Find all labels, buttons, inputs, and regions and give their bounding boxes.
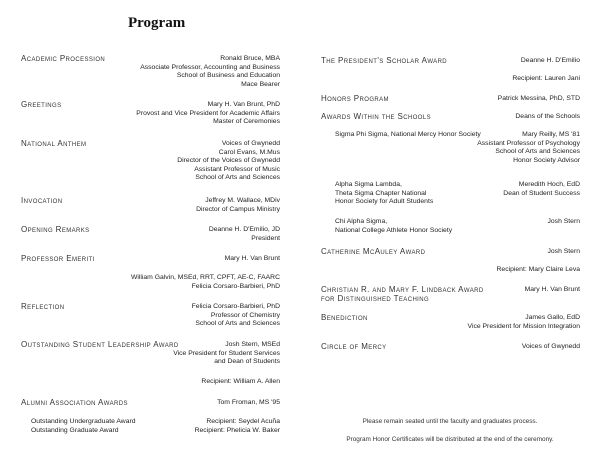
section-detail: Deanne H. D'Emilio — [520, 57, 580, 64]
honor-society-name: Sigma Phi Sigma, National Mercy Honor Society — [335, 131, 481, 138]
award-name: Outstanding Undergraduate Award — [31, 418, 136, 425]
section-detail: Mary H. Van Brunt, PhD Provost and Vice President for Academic Affairs Master of Ceremonies — [136, 101, 280, 126]
section-head: Benediction — [321, 313, 368, 322]
honor-society-name: Chi Alpha Sigma, National College Athlete Honor Society — [335, 218, 453, 234]
recipient-line: Recipient: Mary Claire Leva — [496, 266, 580, 273]
section-head: Christian R. and Mary F. Lindback Award — [321, 285, 484, 294]
honor-society-name: Alpha Sigma Lambda, Theta Sigma Chapter National Honor Society for Adult Students — [335, 181, 434, 206]
section-head: Professor Emeriti — [21, 254, 95, 263]
section-head: Awards Within the Schools — [321, 112, 432, 121]
section-detail: Tom Froman, MS '95 — [217, 399, 280, 406]
section-head: Invocation — [21, 196, 63, 205]
recipient-line: Recipient: Lauren Jani — [512, 75, 580, 82]
recipient-line: Recipient: Phelicia W. Baker — [194, 427, 280, 434]
section-head: National Anthem — [21, 139, 87, 148]
footer-note: Program Honor Certificates will be distributed at the end of the ceremony. — [346, 436, 554, 443]
section-detail: Mary H. Van Brunt — [524, 286, 580, 293]
section-head: for Distinguished Teaching — [321, 294, 430, 303]
section-detail: James Gallo, EdD Vice President for Mission Integration — [467, 314, 580, 330]
section-detail: Felicia Corsaro-Barbieri, PhD Professor of Chemistry School of Arts and Sciences — [191, 303, 280, 328]
section-detail: William Galvin, MSEd, RRT, CPFT, AE-C, FAARC Felicia Corsaro-Barbieri, PhD — [130, 274, 280, 290]
section-head: Honors Program — [321, 94, 389, 103]
section-head: Catherine McAuley Award — [321, 247, 426, 256]
section-head: Reflection — [21, 302, 65, 311]
section-detail: Deans of the Schools — [515, 113, 580, 120]
footer-note: Please remain seated until the faculty and graduates process. — [362, 418, 538, 425]
section-detail: Mary H. Van Brunt — [224, 255, 280, 262]
section-detail: Josh Stern — [547, 218, 580, 225]
section-detail: Patrick Messina, PhD, STD — [497, 95, 580, 102]
section-detail: Jeffrey M. Wallace, MDiv Director of Campus Ministry — [196, 197, 280, 213]
section-head: The President's Scholar Award — [321, 56, 448, 65]
section-head: Outstanding Student Leadership Award — [21, 340, 179, 349]
section-detail: Meredith Hoch, EdD Dean of Student Success — [503, 181, 580, 197]
section-detail: Josh Stern, MSEd Vice President for Student Services and Dean of Students — [173, 341, 280, 366]
recipient-line: Recipient: William A. Allen — [201, 378, 280, 385]
section-detail: Mary Reilly, MS '81 Assistant Professor of Psychology School of Arts and Sciences Honor Society Advisor — [477, 131, 580, 164]
section-detail: Voices of Gwynedd Carol Evans, M.Mus Director of the Voices of Gwynedd Assistant Professor of Music School of Arts and Sciences — [177, 140, 280, 182]
section-head: Greetings — [21, 100, 62, 109]
section-head: Academic Procession — [21, 54, 106, 63]
section-head: Opening Remarks — [21, 225, 90, 234]
section-head: Alumni Association Awards — [21, 398, 128, 407]
recipient-line: Recipient: Seydel Acuña — [206, 418, 280, 425]
award-name: Outstanding Graduate Award — [31, 427, 119, 434]
section-detail: Josh Stern — [547, 248, 580, 255]
section-detail: Voices of Gwynedd — [521, 343, 580, 350]
section-detail: Ronald Bruce, MBA Associate Professor, Accounting and Business School of Business and Education Mace Bearer — [140, 55, 280, 88]
program-title: Program — [128, 15, 186, 31]
section-head: Circle of Mercy — [321, 342, 387, 351]
section-detail: Deanne H. D'Emilio, JD President — [208, 226, 280, 242]
